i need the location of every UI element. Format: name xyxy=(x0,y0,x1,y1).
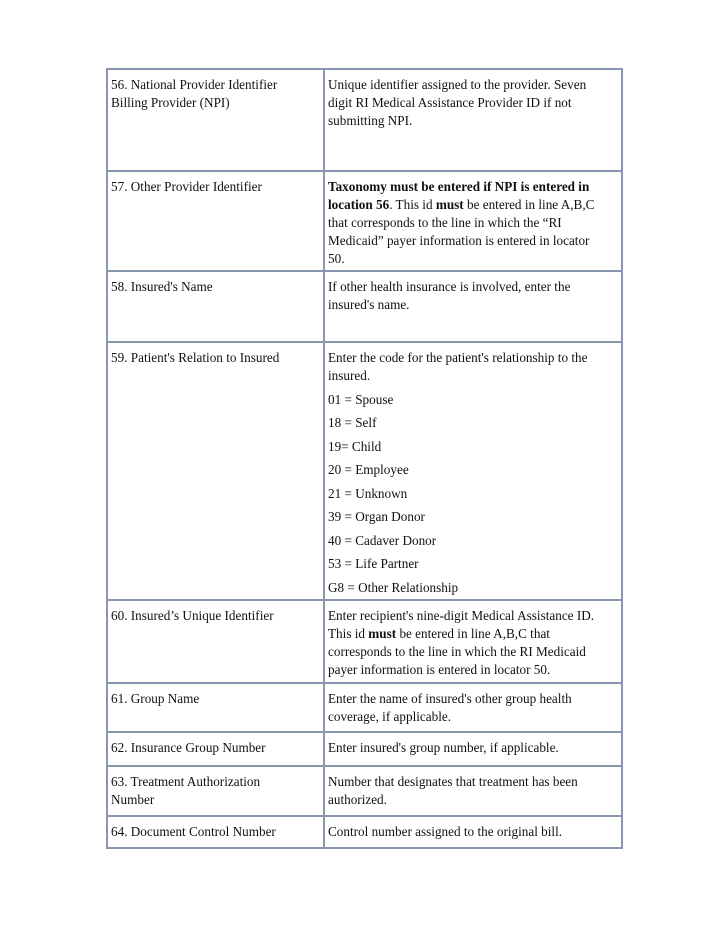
description-text: payer information is entered in locator 50. xyxy=(328,662,551,677)
field-name-cell xyxy=(107,271,324,342)
description-text: This id xyxy=(328,626,369,641)
description-text: . This id xyxy=(389,197,436,212)
description-text: 50. xyxy=(328,251,345,266)
description-text: corresponds to the line in which the RI Medicaid xyxy=(328,644,586,659)
field-name-cell xyxy=(107,69,324,171)
description-cell xyxy=(324,600,622,683)
field-name-text: 64. Document Control Number xyxy=(111,824,276,839)
table-row xyxy=(107,766,622,816)
field-name-cell xyxy=(107,683,324,732)
field-name-text: 62. Insurance Group Number xyxy=(111,740,266,755)
field-name-text: 56. National Provider Identifier xyxy=(111,77,278,92)
description-text: be entered in line A,B,C xyxy=(463,197,595,212)
description-text: authorized. xyxy=(328,792,387,807)
table-row xyxy=(107,171,622,271)
description-text: If other health insurance is involved, enter the xyxy=(328,279,571,294)
description-text: digit RI Medical Assistance Provider ID if not xyxy=(328,95,572,110)
relationship-code: 53 = Life Partner xyxy=(328,556,419,571)
table-row xyxy=(107,271,622,342)
field-name-cell xyxy=(107,816,324,848)
description-text: submitting NPI. xyxy=(328,113,413,128)
description-text: be entered in line A,B,C that xyxy=(396,626,550,641)
field-name-text: Number xyxy=(111,792,155,807)
relationship-code: 20 = Employee xyxy=(328,462,409,477)
description-bold-text: must xyxy=(435,197,464,212)
description-text: Control number assigned to the original bill. xyxy=(328,824,563,839)
relationship-code: 19= Child xyxy=(328,438,382,454)
description-bold-text: Taxonomy must be entered if NPI is entered in xyxy=(328,179,590,194)
description-cell xyxy=(324,342,622,600)
description-cell xyxy=(324,766,622,816)
table-row xyxy=(107,69,622,171)
field-name-text: 57. Other Provider Identifier xyxy=(111,179,262,194)
table-row xyxy=(107,342,622,600)
description-text: Medicaid” payer information is entered in locator xyxy=(328,233,590,248)
relationship-code: G8 = Other Relationship xyxy=(328,579,459,595)
description-text: insured. xyxy=(328,368,371,383)
description-bold-text: must xyxy=(368,626,397,641)
description-cell xyxy=(324,271,622,342)
description-cell xyxy=(324,683,622,732)
table-row xyxy=(107,816,622,848)
field-name-text: 61. Group Name xyxy=(111,691,200,706)
description-cell xyxy=(324,732,622,766)
relationship-code: 40 = Cadaver Donor xyxy=(328,532,437,548)
description-text: Enter the name of insured's other group health xyxy=(328,691,572,706)
description-text: coverage, if applicable. xyxy=(328,709,452,724)
field-name-cell xyxy=(107,766,324,816)
relationship-code: 39 = Organ Donor xyxy=(328,509,425,524)
field-name-text: 60. Insured’s Unique Identifier xyxy=(111,608,274,623)
description-text: Enter recipient's nine-digit Medical Assistance ID. xyxy=(328,608,595,623)
description-cell xyxy=(324,69,622,171)
description-text: Enter the code for the patient's relationship to the xyxy=(328,350,588,365)
relationship-code: 21 = Unknown xyxy=(328,485,408,501)
description-cell xyxy=(324,816,622,848)
description-text: Enter insured's group number, if applicable. xyxy=(328,740,559,755)
description-text: Number that designates that treatment has been xyxy=(328,774,578,789)
relationship-code: 01 = Spouse xyxy=(328,391,394,407)
field-name-text: Billing Provider (NPI) xyxy=(111,95,230,110)
field-name-text: 58. Insured's Name xyxy=(111,279,213,294)
field-name-cell xyxy=(107,171,324,271)
field-name-cell xyxy=(107,342,324,600)
description-text: Unique identifier assigned to the provider. Seven xyxy=(328,77,587,92)
table-row xyxy=(107,600,622,683)
description-text: that corresponds to the line in which the “RI xyxy=(328,215,562,230)
field-name-cell xyxy=(107,732,324,766)
description-bold-text: location 56 xyxy=(328,197,390,212)
field-description-table xyxy=(106,68,623,849)
field-name-cell xyxy=(107,600,324,683)
table-row xyxy=(107,732,622,766)
table-row xyxy=(107,683,622,732)
field-name-text: 63. Treatment Authorization xyxy=(111,774,261,789)
description-text: insured's name. xyxy=(328,297,410,312)
description-cell xyxy=(324,171,622,271)
field-name-text: 59. Patient's Relation to Insured xyxy=(111,350,280,365)
relationship-code: 18 = Self xyxy=(328,415,377,430)
